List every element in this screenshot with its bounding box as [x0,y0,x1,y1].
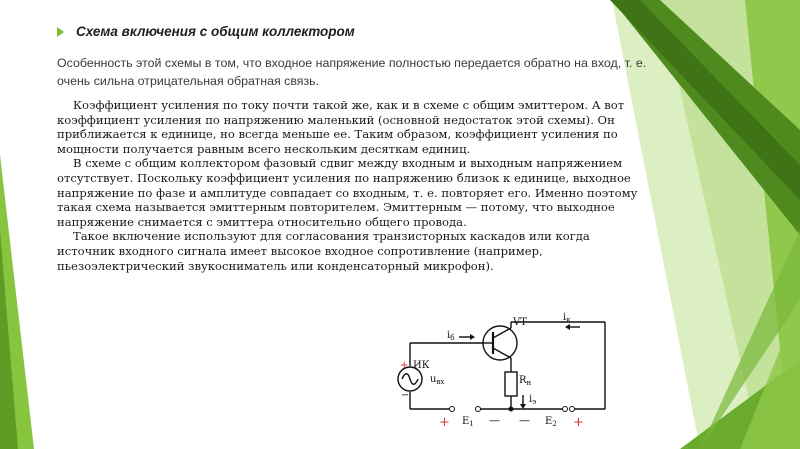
label-ik: $i_к$ [563,312,571,324]
title-bullet-icon [57,27,64,37]
transistor-collector [493,328,511,338]
paragraph-2: В схеме с общим коллектором фазовый сдвиг между входным и выходным напряжением отсутствует. Поскольку коэффициент усиления по напряжению близок к единице, выходное напряжение по фазе и амплитуде совпадает со входным, т. е. повторяет его. Именно поэтому такая схема называется эмиттерным повторителем. Эмиттерным — потому, что выходное напряжение снимается с эмиттера относительно общего провода. [57,156,638,229]
label-e2-minus: — [519,414,530,427]
paragraph-1: Коэффициент усиления по току почти такой же, как и в схеме с общим эмиттером. А вот коэффициент усиления по напряжению маленький (основной недостаток этой схемы). Он приближается к единице, но всегда меньше ее. Таким образом, коэффициент усиления по мощности получается равным всего нескольким десяткам единиц. [57,98,625,156]
label-e1: $Е_1$ [462,416,474,428]
base-current-arrowhead [470,334,475,340]
label-ie: $i_э$ [529,394,537,406]
label-source: ИК [413,360,430,371]
label-ib: $i_б$ [447,330,455,342]
label-e1-plus: + [439,415,450,430]
emitter-current-arrowhead [520,404,526,409]
body-text [57,98,642,273]
load-resistor [505,372,517,396]
ground-node [509,407,514,412]
intro-text: Особенность этой схемы в том, что входное напряжение полностью передается обратно на вход, т. е. очень сильна отрицательная обратная связь. [57,56,647,88]
terminal-e1-minus [450,407,455,412]
label-vt: VT [513,317,527,328]
label-resistor: $R_н$ [519,375,532,387]
terminal-e2-right [570,407,575,412]
label-source-minus: − [401,390,410,401]
label-e1-minus: — [489,414,500,427]
label-source-plus: + [400,360,409,371]
transistor-emitter [493,348,511,358]
slide-title-row [57,24,355,39]
slide-title: Схема включения с общим коллектором [76,24,355,39]
label-e2: $Е_2$ [545,416,557,428]
label-e2-plus: + [573,415,584,430]
terminal-e1-plus [476,407,481,412]
paragraph-3: Такое включение используют для согласования транзисторных каскадов или когда источник входного сигнала имеет высокое входное сопротивление (например, пьезоэлектрический звукосниматель или конденсаторный микрофон). [57,229,590,273]
collector-current-arrowhead [565,324,570,330]
label-u-in: $u_{вх}$ [430,374,445,386]
sine-wave-icon [402,374,418,385]
common-collector-circuit-diagram [395,310,610,440]
terminal-e2-left [563,407,568,412]
